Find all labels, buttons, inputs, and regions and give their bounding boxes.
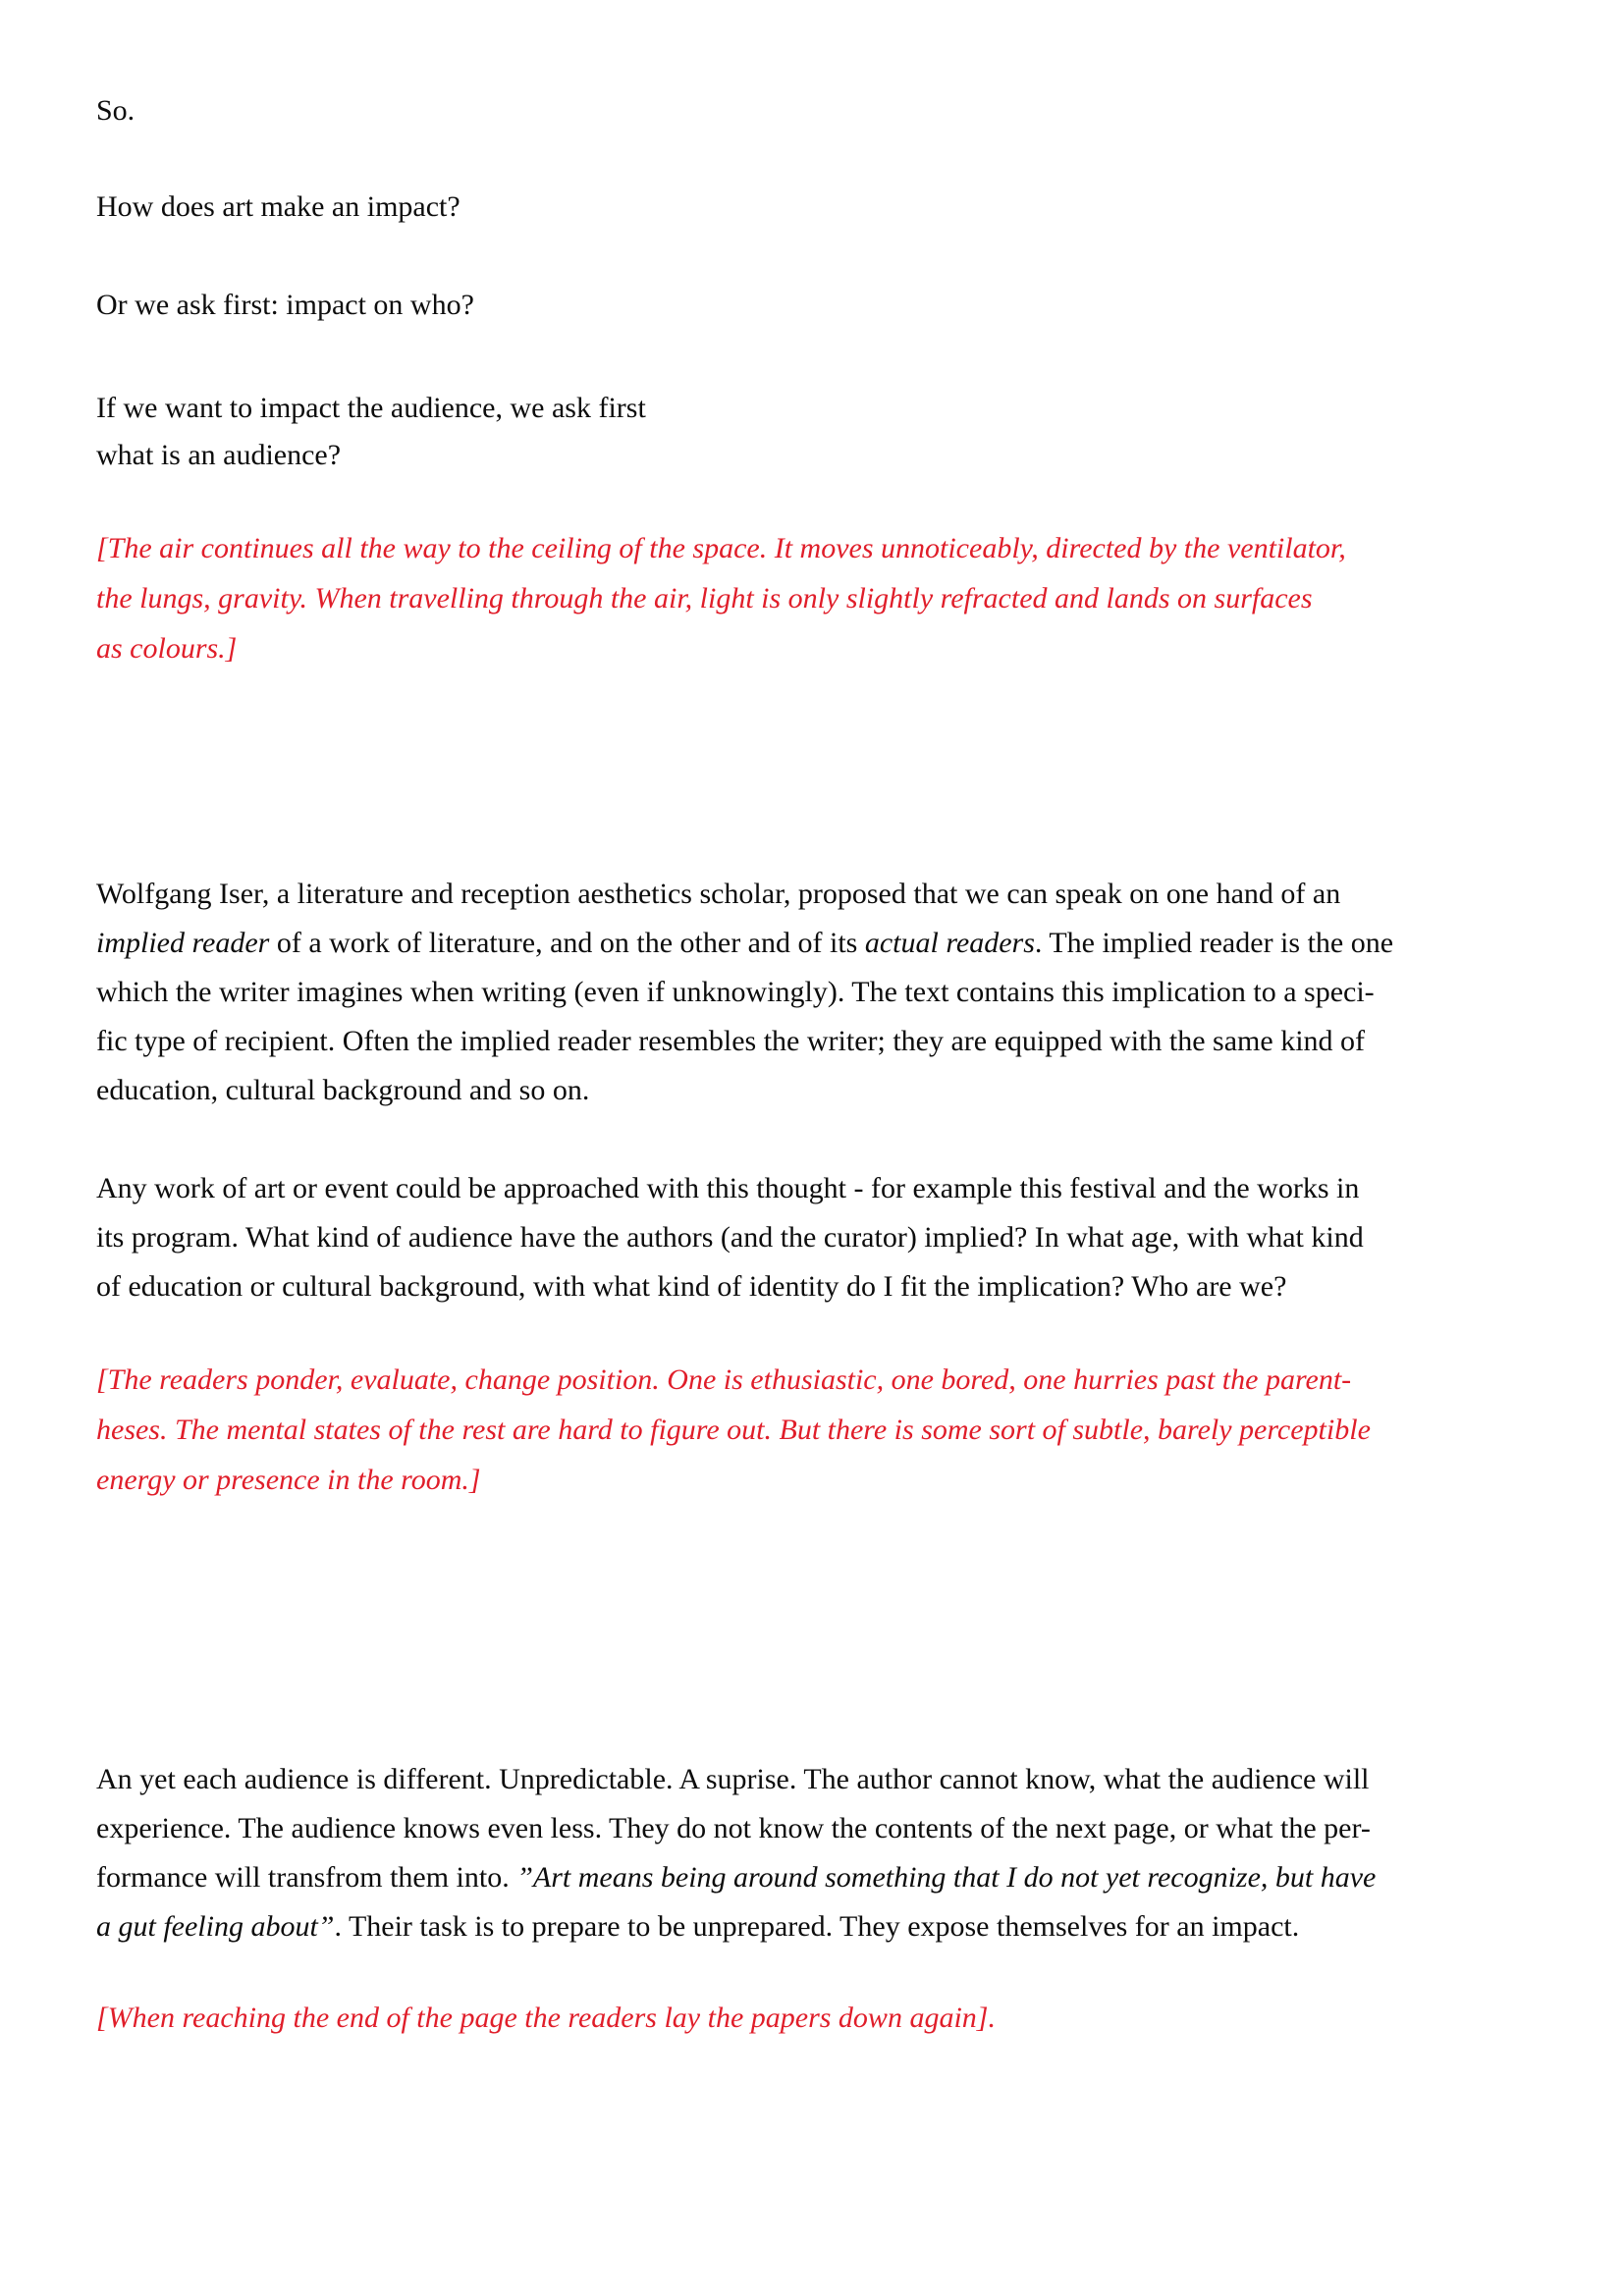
text-line bbox=[96, 1804, 1559, 1853]
text-line bbox=[96, 86, 1559, 135]
text-segment: a gut feeling about” bbox=[96, 1910, 335, 1943]
text-line bbox=[96, 1066, 1559, 1115]
line-so bbox=[96, 86, 1559, 135]
text-line bbox=[96, 968, 1559, 1017]
text-segment: fic type of recipient. Often the implied reader resembles the writer; they are equipped with the same kind of bbox=[96, 1025, 1366, 1057]
aside-end-of-page bbox=[96, 1993, 1559, 2043]
text-segment: of education or cultural background, with what kind of identity do I fit the implication? Who are we? bbox=[96, 1270, 1287, 1303]
text-line bbox=[96, 1755, 1559, 1804]
text-segment: implied reader bbox=[96, 927, 270, 959]
text-segment: heses. The mental states of the rest are hard to figure out. But there is some sort of subtle, barely perceptible bbox=[96, 1414, 1371, 1446]
paragraph-wolfgang-iser bbox=[96, 870, 1559, 1115]
text-segment: If we want to impact the audience, we ask first bbox=[96, 392, 646, 424]
text-segment: . Their task is to prepare to be unprepared. They expose themselves for an impact. bbox=[334, 1910, 1300, 1943]
text-segment: Any work of art or event could be approached with this thought - for example this festival and the works in bbox=[96, 1172, 1360, 1204]
question-what-is-audience bbox=[96, 385, 1559, 479]
text-line bbox=[96, 385, 1559, 432]
text-segment: ”Art means being around something that I do not yet recognize, but have bbox=[516, 1861, 1377, 1894]
text-segment: . The implied reader is the one bbox=[1034, 927, 1394, 959]
text-line bbox=[96, 1853, 1559, 1902]
text-line bbox=[96, 1017, 1559, 1066]
text-segment: experience. The audience knows even less. They do not know the contents of the next page, or what the per- bbox=[96, 1812, 1371, 1844]
text-segment: as colours.] bbox=[96, 632, 238, 665]
text-segment: [The air continues all the way to the ceiling of the space. It moves unnoticeably, directed by the ventilator, bbox=[96, 532, 1346, 564]
text-segment: How does art make an impact? bbox=[96, 190, 460, 223]
text-segment: Wolfgang Iser, a literature and reception aesthetics scholar, proposed that we can speak on one hand of an bbox=[96, 878, 1341, 910]
question-impact bbox=[96, 183, 1559, 232]
text-line bbox=[96, 183, 1559, 232]
text-line bbox=[96, 623, 1559, 673]
text-line bbox=[96, 1213, 1559, 1262]
text-segment: its program. What kind of audience have the authors (and the curator) implied? In what age, with what kind bbox=[96, 1221, 1364, 1254]
text-segment: Or we ask first: impact on who? bbox=[96, 289, 474, 321]
text-segment: [When reaching the end of the page the readers lay the papers down again]. bbox=[96, 2002, 996, 2034]
text-line bbox=[96, 523, 1559, 573]
text-line bbox=[96, 1993, 1559, 2043]
text-line bbox=[96, 1262, 1559, 1311]
paragraph-each-audience bbox=[96, 1755, 1559, 1951]
aside-air bbox=[96, 523, 1559, 673]
text-line bbox=[96, 281, 1559, 330]
text-segment: of a work of literature, and on the other and of its bbox=[269, 927, 865, 959]
text-line bbox=[96, 1405, 1559, 1455]
text-line bbox=[96, 1455, 1559, 1505]
text-segment: education, cultural background and so on. bbox=[96, 1074, 590, 1106]
text-segment: An yet each audience is different. Unpredictable. A suprise. The author cannot know, what the audience will bbox=[96, 1763, 1370, 1795]
text-line bbox=[96, 573, 1559, 623]
text-segment: energy or presence in the room.] bbox=[96, 1464, 481, 1496]
text-segment: what is an audience? bbox=[96, 439, 342, 471]
paragraph-any-work bbox=[96, 1164, 1559, 1311]
text-line bbox=[96, 1902, 1559, 1951]
text-segment: the lungs, gravity. When travelling through the air, light is only slightly refracted and lands on surfaces bbox=[96, 582, 1313, 614]
question-impact-on-who bbox=[96, 281, 1559, 330]
text-line bbox=[96, 919, 1559, 968]
text-segment: actual readers bbox=[864, 927, 1035, 959]
text-line bbox=[96, 1355, 1559, 1405]
text-line bbox=[96, 1164, 1559, 1213]
text-segment: So. bbox=[96, 94, 135, 127]
text-line bbox=[96, 432, 1559, 479]
text-segment: formance will transfrom them into. bbox=[96, 1861, 517, 1894]
text-segment: which the writer imagines when writing (even if unknowingly). The text contains this implication to a speci- bbox=[96, 976, 1375, 1008]
text-line bbox=[96, 870, 1559, 919]
text-segment: [The readers ponder, evaluate, change position. One is ethusiastic, one bored, one hurries past the parent- bbox=[96, 1363, 1352, 1396]
aside-readers bbox=[96, 1355, 1559, 1505]
